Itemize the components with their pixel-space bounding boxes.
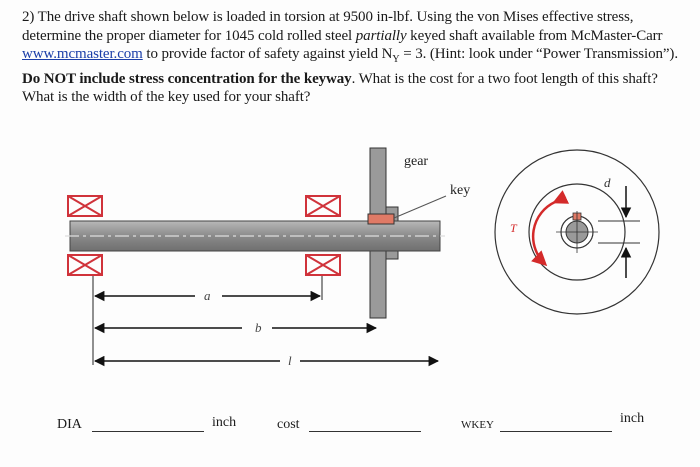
subscript-y: Y [392,54,400,65]
right-bearing-bottom [306,255,340,275]
key [368,214,394,224]
wkey-label: WKEY [461,419,494,431]
dim-l-label: l [288,353,292,368]
d-label: d [604,175,611,190]
bold-instruction: Do NOT include stress concentration for the keyway [22,70,352,87]
problem-part-4: = 3. (Hint: look under “Power Transmission”). [399,46,678,62]
mcmaster-link[interactable]: www.mcmaster.com [22,46,143,62]
cost-input-blank[interactable] [309,417,421,432]
dim-a-label: a [204,288,211,303]
cost-label: cost [277,417,300,432]
key-label: key [450,183,471,198]
torque-arrow [533,202,555,264]
wkey-input-blank[interactable] [500,417,612,432]
dia-unit: inch [212,415,237,430]
wkey-unit: inch [620,411,645,426]
gear-label: gear [404,154,429,169]
key-leader-line [394,196,446,218]
answer-row [0,411,700,439]
problem-part-2: keyed shaft available from McMaster-Carr [406,27,663,44]
problem-part-1: 2) The drive shaft shown below is loaded in torsion at 9500 in-lbf. Using the von Mises effective stress, determine the proper diameter for 1045 cold rolled steel [22,9,634,44]
right-bearing-top [306,196,340,216]
problem-part-3: to provide factor of safety against yield N [142,46,393,62]
left-bearing-bottom [68,255,102,275]
problem-part-5: . What is the cost for a two foot length of this shaft? What is the width of the key used for your shaft? [22,70,658,105]
dia-input-blank[interactable] [92,417,204,432]
dim-b-label: b [255,320,262,335]
cross-section-view [495,150,659,314]
dia-label: DIA [57,417,82,432]
left-bearing-top [68,196,102,216]
partially-word: partially [355,27,407,44]
torque-label: T [510,221,517,235]
